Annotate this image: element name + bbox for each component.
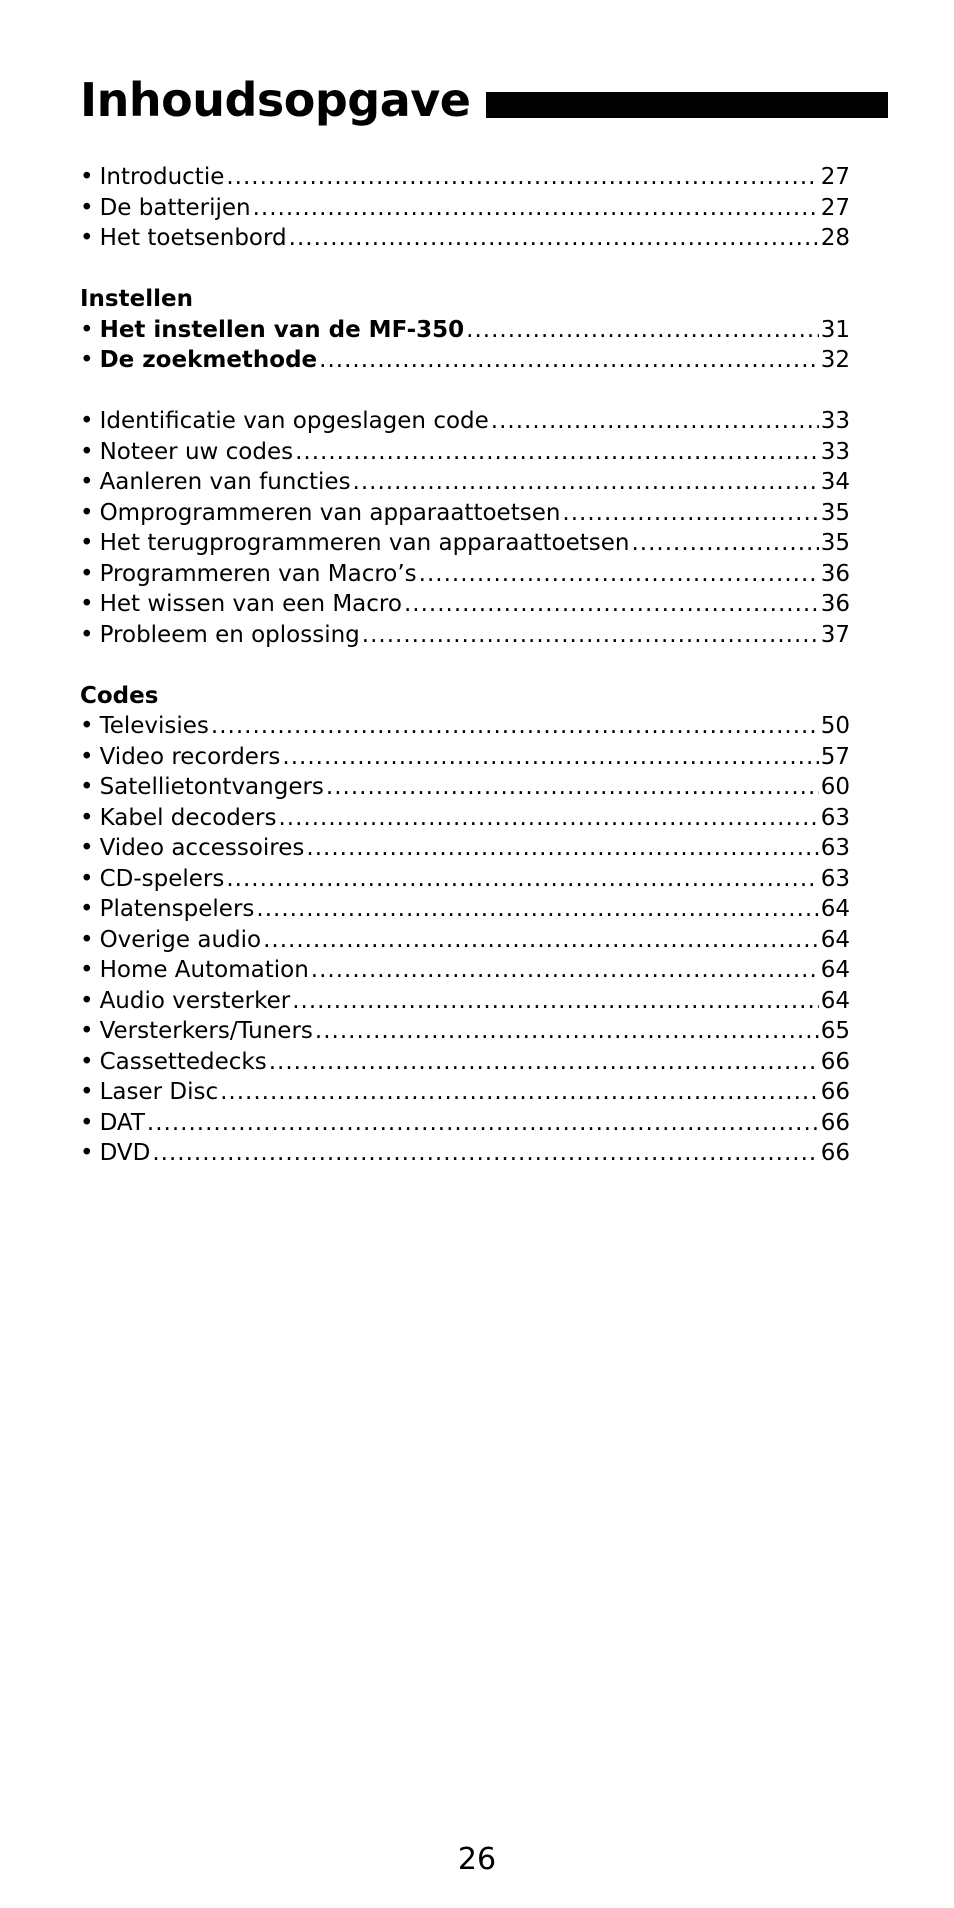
bullet: • (80, 774, 94, 800)
toc-entry (80, 1016, 850, 1047)
dot-leader (404, 589, 819, 620)
toc-entry (80, 467, 850, 498)
bullet: • (80, 469, 94, 495)
toc-entry-page: 66 (820, 1109, 850, 1136)
spacer (80, 650, 850, 681)
dot-leader (269, 1047, 819, 1078)
toc-entry-page: 37 (820, 621, 850, 648)
toc-entry-page: 63 (820, 865, 850, 892)
toc-group-functions (80, 406, 850, 650)
toc-entry (80, 742, 850, 773)
section-heading-codes: Codes (80, 682, 159, 709)
toc-entry-label: Video accessoires (99, 835, 305, 861)
toc-entry-page: 35 (820, 499, 850, 526)
title-row (80, 68, 888, 132)
dot-leader (226, 864, 818, 895)
toc-entry-label: Introductie (99, 164, 225, 190)
toc-group-intro (80, 162, 850, 254)
toc-entry (80, 1138, 850, 1169)
bullet: • (80, 347, 94, 373)
toc-entry-page: 36 (820, 560, 850, 587)
bullet: • (80, 438, 94, 465)
toc-group-codes (80, 711, 850, 1169)
toc-entry-label: Het toetsenbord (99, 225, 287, 251)
toc-entry-page: 31 (820, 316, 850, 343)
bullet: • (80, 164, 94, 190)
toc-entry-page: 28 (820, 225, 850, 251)
section-heading-instellen: Instellen (80, 286, 193, 312)
bullet: • (80, 926, 94, 953)
spacer (80, 376, 850, 407)
toc-entry-page: 34 (820, 469, 850, 495)
toc-entry (80, 772, 850, 803)
bullet: • (80, 865, 94, 892)
bullet: • (80, 896, 94, 922)
toc-entry (80, 1047, 850, 1078)
bullet: • (80, 804, 94, 831)
toc-entry (80, 437, 850, 468)
toc-entry-label: Kabel decoders (99, 804, 277, 831)
toc-entry-page: 64 (820, 926, 850, 953)
dot-leader (419, 559, 819, 590)
dot-leader (632, 528, 819, 559)
toc-entry-label: Satellietontvangers (99, 774, 324, 800)
toc-entry (80, 833, 850, 864)
title-bar-decoration (486, 92, 888, 118)
toc-entry-label: Probleem en oplossing (99, 621, 360, 648)
dot-leader (226, 162, 818, 193)
bullet: • (80, 316, 94, 343)
toc-entry (80, 223, 850, 254)
bullet: • (80, 713, 94, 739)
dot-leader (311, 955, 819, 986)
dot-leader (362, 620, 819, 651)
bullet: • (80, 560, 94, 587)
toc-entry-label: Identificatie van opgeslagen code (99, 408, 489, 434)
toc-entry (80, 589, 850, 620)
dot-leader (562, 498, 818, 529)
bullet: • (80, 621, 94, 648)
dot-leader (147, 1108, 819, 1139)
toc-entry-page: 36 (820, 591, 850, 617)
toc-entry-label: Cassettedecks (99, 1048, 267, 1075)
toc-entry-page: 33 (820, 408, 850, 434)
toc-group-instellen (80, 315, 850, 376)
toc-entry (80, 528, 850, 559)
toc-entry (80, 925, 850, 956)
bullet: • (80, 1018, 94, 1044)
toc-entry (80, 894, 850, 925)
toc-entry-page: 64 (820, 987, 850, 1014)
toc-entry-page: 66 (820, 1048, 850, 1075)
toc-entry-label: Video recorders (99, 743, 281, 770)
toc-entry (80, 986, 850, 1017)
toc-entry-page: 35 (820, 530, 850, 556)
toc-entry-label: Programmeren van Macro’s (99, 560, 417, 587)
table-of-contents (80, 162, 850, 1169)
toc-entry (80, 315, 850, 346)
dot-leader (278, 803, 818, 834)
toc-entry-label: Het instellen van de MF-350 (99, 316, 465, 343)
toc-entry-label: Overige audio (99, 926, 262, 953)
dot-leader (319, 345, 819, 376)
dot-leader (353, 467, 819, 498)
bullet: • (80, 408, 94, 434)
bullet: • (80, 499, 94, 526)
toc-entry-label: Laser Disc (99, 1079, 219, 1105)
toc-entry-label: Omprogrammeren van apparaattoetsen (99, 499, 561, 526)
bullet: • (80, 987, 94, 1014)
dot-leader (326, 772, 819, 803)
toc-entry-label: De zoekmethode (99, 347, 318, 373)
toc-entry (80, 498, 850, 529)
toc-entry-label: Het wissen van een Macro (99, 591, 402, 617)
bullet: • (80, 1048, 94, 1075)
bullet: • (80, 194, 94, 221)
dot-leader (211, 711, 819, 742)
toc-entry-label: CD-spelers (99, 865, 225, 892)
toc-entry (80, 1108, 850, 1139)
dot-leader (289, 223, 819, 254)
toc-entry-page: 65 (820, 1018, 850, 1044)
toc-entry-label: Noteer uw codes (99, 438, 294, 465)
toc-entry-label: Aanleren van functies (99, 469, 351, 495)
toc-entry-label: Home Automation (99, 957, 309, 983)
dot-leader (491, 406, 819, 437)
toc-entry (80, 406, 850, 437)
toc-entry-page: 63 (820, 835, 850, 861)
toc-entry-label: Versterkers/Tuners (99, 1018, 313, 1044)
toc-entry-page: 60 (820, 774, 850, 800)
bullet: • (80, 743, 94, 770)
toc-entry (80, 345, 850, 376)
toc-entry (80, 955, 850, 986)
toc-entry (80, 162, 850, 193)
dot-leader (256, 894, 818, 925)
toc-entry-page: 66 (820, 1140, 850, 1166)
dot-leader (306, 833, 818, 864)
toc-entry (80, 193, 850, 224)
toc-entry-label: De batterijen (99, 194, 251, 221)
toc-entry-page: 64 (820, 896, 850, 922)
dot-leader (295, 437, 819, 468)
toc-entry-page: 33 (820, 438, 850, 465)
bullet: • (80, 1140, 94, 1166)
toc-entry-label: DAT (99, 1109, 145, 1136)
toc-entry-page: 64 (820, 957, 850, 983)
bullet: • (80, 530, 94, 556)
dot-leader (292, 986, 819, 1017)
bullet: • (80, 591, 94, 617)
toc-entry (80, 711, 850, 742)
bullet: • (80, 225, 94, 251)
dot-leader (282, 742, 818, 773)
toc-entry-label: Audio versterker (99, 987, 291, 1014)
toc-entry-page: 27 (820, 194, 850, 221)
toc-entry (80, 1077, 850, 1108)
toc-entry-page: 32 (820, 347, 850, 373)
toc-entry (80, 559, 850, 590)
toc-entry (80, 803, 850, 834)
dot-leader (152, 1138, 818, 1169)
toc-entry-label: Platenspelers (99, 896, 255, 922)
toc-entry (80, 864, 850, 895)
dot-leader (466, 315, 819, 346)
toc-entry-page: 63 (820, 804, 850, 831)
bullet: • (80, 1079, 94, 1105)
page-title: Inhoudsopgave (80, 73, 471, 127)
toc-entry-label: DVD (99, 1140, 151, 1166)
toc-entry-page: 57 (820, 743, 850, 770)
bullet: • (80, 835, 94, 861)
page-number: 26 (457, 1842, 497, 1877)
toc-entry-label: Televisies (99, 713, 209, 739)
bullet: • (80, 1109, 94, 1136)
dot-leader (315, 1016, 819, 1047)
dot-leader (263, 925, 819, 956)
bullet: • (80, 957, 94, 983)
toc-entry-page: 50 (820, 713, 850, 739)
dot-leader (220, 1077, 819, 1108)
spacer (80, 254, 850, 285)
toc-entry (80, 620, 850, 651)
toc-entry-label: Het terugprogrammeren van apparaattoetsen (99, 530, 630, 556)
toc-entry-page: 66 (820, 1079, 850, 1105)
toc-entry-page: 27 (820, 164, 850, 190)
dot-leader (253, 193, 819, 224)
